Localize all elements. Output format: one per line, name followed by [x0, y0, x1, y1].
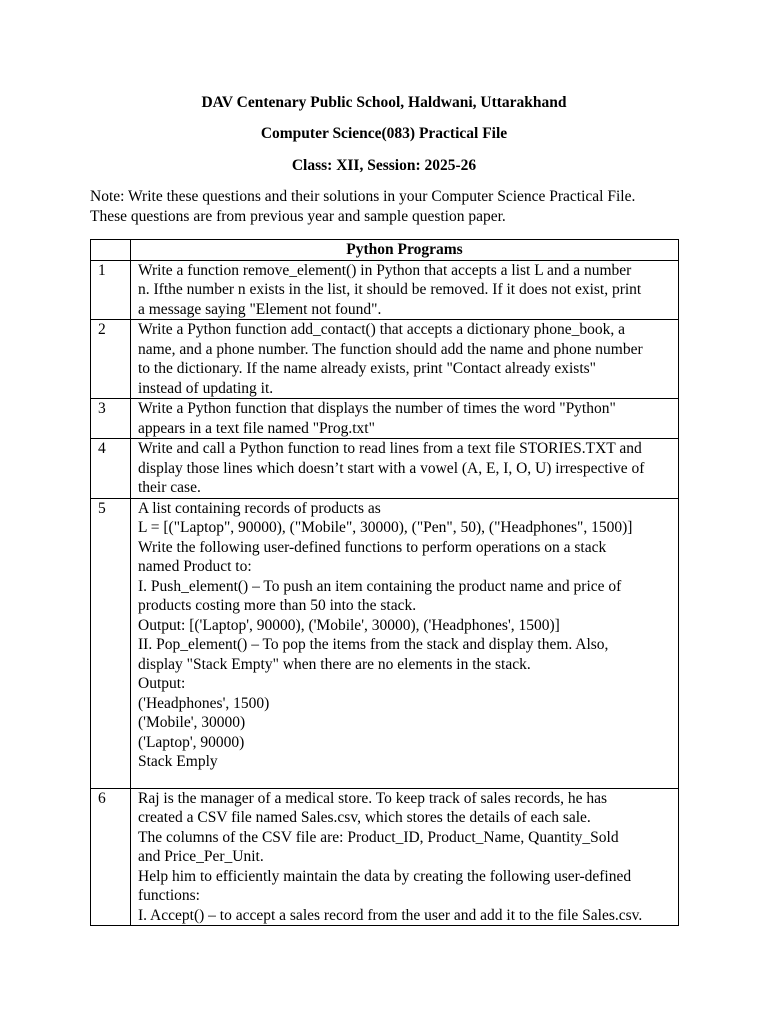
table-row — [91, 320, 679, 399]
question-line: appears in a text file named "Prog.txt" — [138, 419, 375, 437]
question-line: L = [("Laptop", 90000), ("Mobile", 30000), ("Pen", 50), ("Headphones", 1500)] — [138, 519, 633, 536]
question-line: display "Stack Empty" when there are no elements in the stack. — [138, 655, 531, 673]
note-line-1: Note: Write these questions and their solutions in your Computer Science Practical File. — [90, 188, 636, 205]
question-line: name, and a phone number. The function should add the name and phone number — [138, 340, 643, 358]
question-text — [131, 498, 679, 788]
question-line: their case. — [138, 479, 201, 496]
header-number-cell — [91, 240, 131, 261]
question-text — [131, 320, 679, 399]
question-number: 2 — [91, 320, 131, 399]
question-line: I. Accept() – to accept a sales record from the user and add it to the file Sales.csv. — [138, 906, 643, 924]
table-row — [91, 788, 679, 926]
question-number: 6 — [91, 788, 131, 926]
table-row — [91, 498, 679, 788]
question-line: Write a Python function add_contact() that accepts a dictionary phone_book, a — [138, 321, 626, 338]
question-text — [131, 439, 679, 499]
question-text — [131, 399, 679, 439]
question-text — [131, 788, 679, 926]
school-heading: DAV Centenary Public School, Haldwani, Uttarakhand — [201, 94, 567, 111]
table-title: Python Programs — [131, 240, 679, 261]
question-text — [131, 260, 679, 320]
table-row — [91, 260, 679, 320]
question-line: to the dictionary. If the name already exists, print "Contact already exists" — [138, 360, 596, 377]
question-line: functions: — [138, 887, 200, 904]
question-number: 1 — [91, 260, 131, 320]
question-line: ('Mobile', 30000) — [138, 714, 246, 731]
question-line: Output: [('Laptop', 90000), ('Mobile', 30000), ('Headphones', 1500)] — [138, 616, 560, 634]
question-number: 4 — [91, 439, 131, 499]
question-line: A list containing records of products as — [138, 499, 381, 517]
question-line: a message saying "Element not found". — [138, 300, 382, 318]
table-row — [91, 399, 679, 439]
note-paragraph — [90, 187, 690, 226]
question-line: named Product to: — [138, 558, 252, 575]
question-line: II. Pop_element() – To pop the items from the stack and display them. Also, — [138, 636, 609, 653]
question-line: Help him to efficiently maintain the data by creating the following user-defined — [138, 867, 632, 885]
question-line: n. Ifthe number n exists in the list, it should be removed. If it does not exist, print — [138, 281, 642, 298]
table-header-row — [91, 240, 679, 261]
table-row — [91, 439, 679, 499]
question-number: 3 — [91, 399, 131, 439]
question-line: The columns of the CSV file are: Product_ID, Product_Name, Quantity_Sold — [138, 828, 619, 846]
question-line: Write a function remove_element() in Python that accepts a list L and a number — [138, 261, 632, 279]
question-line: Output: — [138, 675, 186, 692]
question-line: Write the following user-defined functions to perform operations on a stack — [138, 538, 607, 556]
question-line: I. Push_element() – To push an item containing the product name and price of — [138, 577, 622, 595]
question-number: 5 — [91, 498, 131, 788]
class-session-heading: Class: XII, Session: 2025-26 — [291, 157, 477, 174]
question-line: created a CSV file named Sales.csv, which stores the details of each sale. — [138, 809, 591, 826]
question-line: ('Headphones', 1500) — [138, 694, 270, 712]
question-line: and Price_Per_Unit. — [138, 848, 264, 865]
question-line: Write and call a Python function to read lines from a text file STORIES.TXT and — [138, 440, 642, 457]
question-line: Write a Python function that displays the number of times the word "Python" — [138, 400, 616, 417]
question-line: Raj is the manager of a medical store. To keep track of sales records, he has — [138, 789, 608, 807]
note-line-2: These questions are from previous year and sample question paper. — [90, 207, 506, 225]
question-line: Stack Emply — [138, 753, 218, 770]
question-line: display those lines which doesn’t start with a vowel (A, E, I, O, U) irrespective of — [138, 459, 645, 477]
question-line: products costing more than 50 into the stack. — [138, 597, 417, 614]
python-programs-table — [90, 239, 679, 926]
question-line: ('Laptop', 90000) — [138, 733, 245, 751]
question-line: instead of updating it. — [138, 379, 274, 397]
subject-heading: Computer Science(083) Practical File — [260, 125, 508, 142]
